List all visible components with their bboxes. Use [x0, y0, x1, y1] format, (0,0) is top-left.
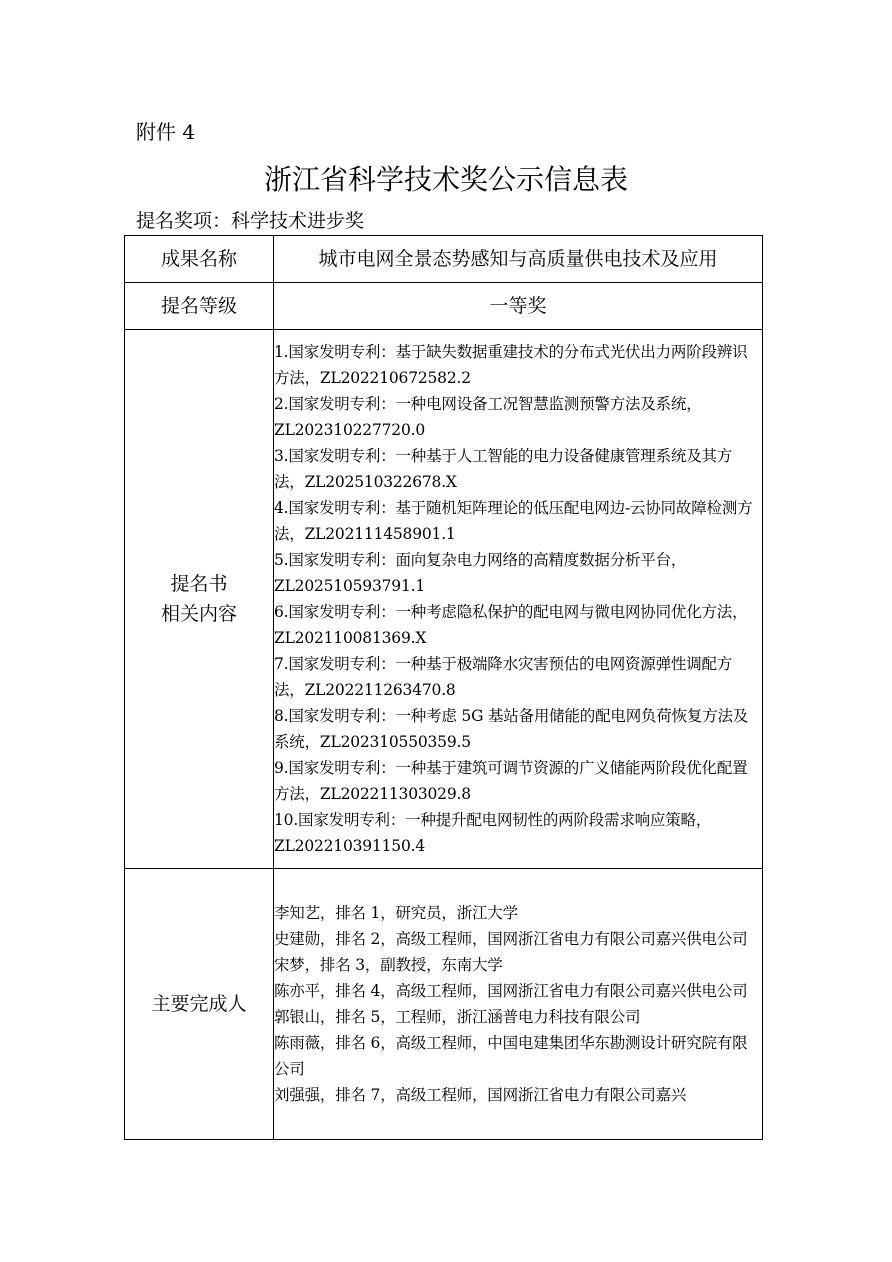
main-contributors-label: 主要完成人	[125, 869, 274, 1140]
patent-item: 2.国家发明专利：一种电网设备工况智慧监测预警方法及系统，ZL202310227720.0	[274, 395, 702, 439]
table-row-level	[125, 283, 763, 330]
contributor-item: 刘强强，排名 7，高级工程师，国网浙江省电力有限公司嘉兴	[274, 1086, 687, 1104]
contributor-list	[274, 869, 763, 1140]
achievement-name-value: 城市电网全景态势感知与高质量供电技术及应用	[274, 236, 763, 283]
patent-item: 7.国家发明专利：一种基于极端降水灾害预估的电网资源弹性调配方法，ZL202211263470.8	[274, 655, 733, 699]
patent-list	[274, 330, 763, 869]
table-row-achievement	[125, 236, 763, 283]
contributor-item: 史建勋，排名 2，高级工程师，国网浙江省电力有限公司嘉兴供电公司	[274, 930, 748, 948]
page-title: 浙江省科学技术奖公示信息表	[263, 163, 628, 196]
patent-item: 6.国家发明专利：一种考虑隐私保护的配电网与微电网协同优化方法，ZL202110081369.X	[274, 603, 748, 647]
content-label-line1: 提名书	[170, 573, 228, 595]
nomination-level-value: 一等奖	[274, 283, 763, 330]
contributor-item: 陈亦平，排名 4，高级工程师，国网浙江省电力有限公司嘉兴供电公司	[274, 982, 748, 1000]
nomination-category: 提名奖项：科学技术进步奖	[136, 210, 365, 232]
table-row-contributors	[125, 869, 763, 1140]
contributor-item: 陈雨薇，排名 6，高级工程师，中国电建集团华东勘测设计研究院有限公司	[274, 1034, 748, 1078]
patent-item: 8.国家发明专利：一种考虑 5G 基站备用储能的配电网负荷恢复方法及系统，ZL202310550359.5	[274, 707, 749, 751]
attachment-label: 附件 4	[136, 120, 196, 144]
info-table	[124, 235, 763, 1140]
patent-item: 9.国家发明专利：一种基于建筑可调节资源的广义储能两阶段优化配置方法，ZL202211303029.8	[274, 759, 748, 803]
contributor-item: 郭银山，排名 5，工程师，浙江涵普电力科技有限公司	[274, 1008, 641, 1026]
content-label	[125, 330, 274, 869]
achievement-name-label: 成果名称	[125, 236, 274, 283]
contributor-item: 李知艺，排名 1，研究员，浙江大学	[274, 904, 518, 922]
patent-item: 5.国家发明专利：面向复杂电力网络的高精度数据分析平台，ZL202510593791.1	[274, 551, 687, 595]
patent-item: 3.国家发明专利：一种基于人工智能的电力设备健康管理系统及其方法，ZL202510322678.X	[274, 447, 733, 491]
patent-item: 1.国家发明专利：基于缺失数据重建技术的分布式光伏出力两阶段辨识方法，ZL202210672582.2	[274, 343, 748, 387]
patent-item: 10.国家发明专利：一种提升配电网韧性的两阶段需求响应策略，ZL202210391150.4	[274, 811, 712, 855]
table-row-content	[125, 330, 763, 869]
nomination-level-label: 提名等级	[125, 283, 274, 330]
contributor-item: 宋梦，排名 3，副教授，东南大学	[274, 956, 503, 974]
content-label-line2: 相关内容	[160, 603, 237, 625]
patent-item: 4.国家发明专利：基于随机矩阵理论的低压配电网边-云协同故障检测方法，ZL202111458901.1	[274, 499, 753, 543]
